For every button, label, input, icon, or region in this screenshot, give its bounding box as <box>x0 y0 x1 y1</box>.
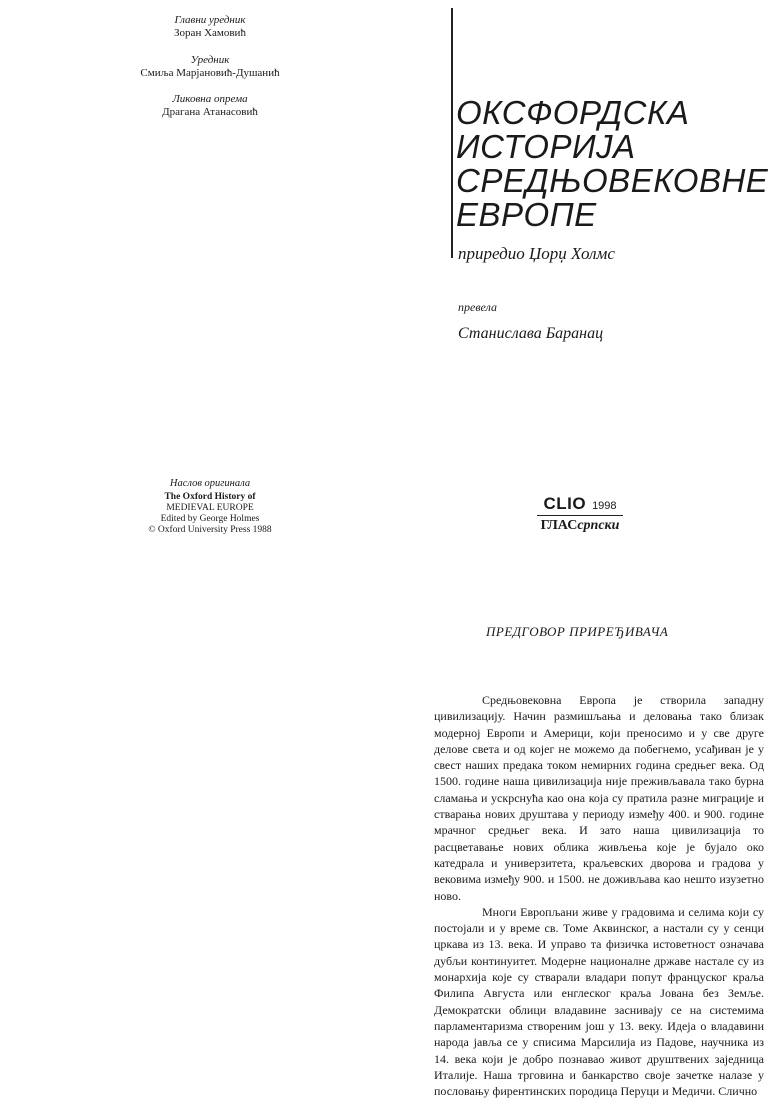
preface-paragraph: Средњовековна Европа је створила западну цивилизацију. Начин размишљања и деловања тако близак модерној Европи и Америци, који преносимо и у све друге делове света и од којег не можемо да побегнемо, усађиван је у свест наших предака током немирних година средњег века. Од 1500. године наша цивилизација није преживљавала тако бурна сламања и ускрснућа као она која су пратила разне миграције и стварања нових друштава у периоду између 400. и 900. године мрачног средњег века. И зато наша цивилизација то расцветавање нових облика живљења које је бујало око катедрала и универзитета, краљевских дворова и градова у вековима између 900. и 1500. не доживљава као нешто изузетно ново. <box>434 693 764 903</box>
original-title-line: The Oxford History of <box>164 492 256 502</box>
original-title-block <box>95 478 325 536</box>
preface-paragraph: Многи Европљани живе у градовима и селима који су постојали и у време св. Томе Аквинског, а настали су у сенци цркава из 13. века. И управо та физичка истоветност означава дубљи континуитет. Модерне националне државе настале су из монархија које су стварали владари попут француског краља Филипа Августа или енглеског краља Јована без Земље. Демократски облици владавине заснивају се на системима парламентаризма створеним још у 13. веку. Идеја о владавини народа јавља се у списима Марсилија из Падове, научника из 14. века који је добро познавао живот друштвених заједница Италије. Наша трговина и банкарство своје зачетке налазе у пословању фирентинских породица Перуци и Медичи. Слично <box>434 904 764 1099</box>
glas-logo-script: српски <box>577 518 620 533</box>
translator-role: превела <box>458 300 497 314</box>
original-editor: Edited by George Holmes <box>160 514 260 524</box>
original-title-role: Наслов оригинала <box>169 478 251 489</box>
credit-editor-in-chief <box>100 14 320 40</box>
preface-title: ПРЕДГОВОР ПРИРЕЂИВАЧА <box>486 624 669 639</box>
clio-logo: CLIO <box>543 494 587 513</box>
book-title <box>456 94 768 233</box>
book-title-line: ОКСФОРДСКА <box>456 94 690 131</box>
page-fold-line <box>451 8 453 258</box>
publisher-block <box>535 494 625 534</box>
credit-role: Главни уредник <box>174 14 246 26</box>
publication-year: 1998 <box>592 500 617 512</box>
book-title-line: ЕВРОПЕ <box>456 196 597 233</box>
book-title-line: СРЕДЊОВЕКОВНЕ <box>456 162 768 199</box>
credit-name: Драгана Атанасовић <box>162 106 258 118</box>
glas-logo-main: ГЛАС <box>540 518 578 533</box>
glas-srpski-logo <box>535 518 625 534</box>
preface-body <box>434 692 764 1099</box>
credit-name: Зоран Хамовић <box>174 27 246 39</box>
book-editor-line: приредио Џорџ Холмс <box>458 244 615 263</box>
credit-editor <box>100 54 320 80</box>
credit-name: Смиља Марјановић-Душанић <box>140 67 280 79</box>
credit-role: Уредник <box>190 54 230 66</box>
publisher-rule <box>537 515 623 516</box>
original-title-line: MEDIEVAL EUROPE <box>166 503 254 513</box>
credit-design <box>100 93 320 119</box>
credit-role: Ликовна опрема <box>172 93 248 105</box>
original-copyright: © Oxford University Press 1988 <box>148 525 272 535</box>
translator-name: Станислава Баранац <box>458 325 604 342</box>
book-title-line: ИСТОРИЈА <box>456 128 636 165</box>
